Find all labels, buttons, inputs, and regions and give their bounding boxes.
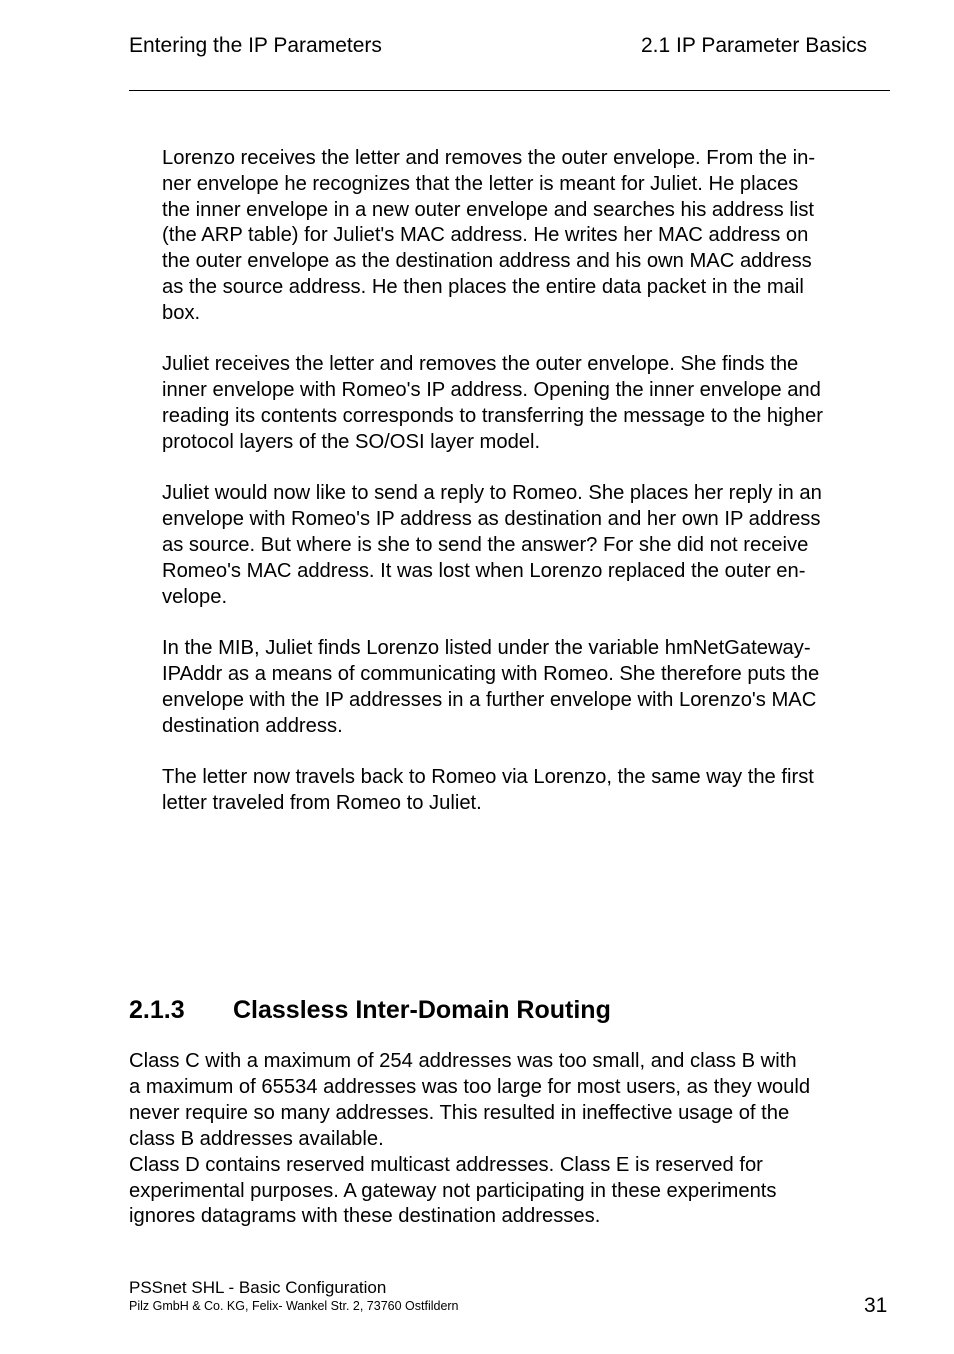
body-line: ignores datagrams with these destination addresses. bbox=[129, 1205, 601, 1228]
footer-publisher-address: Pilz GmbH & Co. KG, Felix- Wankel Str. 2, 73760 Ostfildern bbox=[129, 1299, 459, 1313]
analogy-line: box. bbox=[162, 301, 201, 324]
analogy-line: Lorenzo receives the letter and removes the outer envelope. From the in- bbox=[162, 147, 816, 169]
page-number: 31 bbox=[864, 1294, 888, 1317]
running-header-section: 2.1 IP Parameter Basics bbox=[641, 34, 868, 57]
analogy-line: velope. bbox=[162, 585, 228, 608]
analogy-line: protocol layers of the SO/OSI layer model. bbox=[162, 430, 541, 453]
analogy-line: the inner envelope in a new outer envelope and searches his address list bbox=[162, 198, 815, 221]
analogy-line: letter traveled from Romeo to Juliet. bbox=[162, 791, 482, 814]
body-line: experimental purposes. A gateway not participating in these experiments bbox=[129, 1179, 777, 1202]
analogy-line: reading its contents corresponds to transferring the message to the higher bbox=[162, 404, 823, 427]
running-header-chapter: Entering the IP Parameters bbox=[129, 34, 382, 57]
analogy-line: IPAddr as a means of communicating with Romeo. She therefore puts the bbox=[162, 662, 820, 685]
analogy-text-block bbox=[162, 146, 890, 817]
analogy-line: as source. But where is she to send the answer? For she did not receive bbox=[162, 533, 809, 556]
analogy-line: inner envelope with Romeo's IP address. Opening the inner envelope and bbox=[162, 379, 821, 402]
header-divider bbox=[129, 90, 890, 91]
analogy-line: the outer envelope as the destination address and his own MAC address bbox=[162, 250, 812, 273]
analogy-line: Juliet would now like to send a reply to Romeo. She places her reply in an bbox=[162, 482, 822, 505]
analogy-line: destination address. bbox=[162, 714, 343, 737]
analogy-line: as the source address. He then places the entire data packet in the mail bbox=[162, 275, 804, 298]
analogy-line: ner envelope he recognizes that the letter is meant for Juliet. He places bbox=[162, 172, 799, 195]
footer-document-title: PSSnet SHL - Basic Configuration bbox=[129, 1278, 387, 1297]
body-line: Class C with a maximum of 254 addresses was too small, and class B with bbox=[129, 1050, 797, 1072]
body-line: a maximum of 65534 addresses was too large for most users, as they would bbox=[129, 1075, 811, 1098]
body-line: never require so many addresses. This resulted in ineffective usage of the bbox=[129, 1101, 790, 1124]
analogy-line: Romeo's MAC address. It was lost when Lorenzo replaced the outer en- bbox=[162, 559, 806, 582]
body-line: class B addresses available. bbox=[129, 1127, 384, 1150]
analogy-line: In the MIB, Juliet finds Lorenzo listed under the variable hmNetGateway- bbox=[162, 637, 811, 660]
analogy-line: envelope with the IP addresses in a further envelope with Lorenzo's MAC bbox=[162, 688, 817, 711]
analogy-line: Juliet receives the letter and removes the outer envelope. She finds the bbox=[162, 353, 799, 376]
analogy-line: (the ARP table) for Juliet's MAC address. He writes her MAC address on bbox=[162, 224, 809, 247]
section-body-text bbox=[129, 1049, 890, 1230]
analogy-line: envelope with Romeo's IP address as destination and her own IP address bbox=[162, 508, 821, 531]
section-heading: Classless Inter-Domain Routing bbox=[233, 996, 611, 1024]
section-number: 2.1.3 bbox=[129, 996, 185, 1024]
analogy-line: The letter now travels back to Romeo via Lorenzo, the same way the first bbox=[162, 766, 814, 789]
body-line: Class D contains reserved multicast addresses. Class E is reserved for bbox=[129, 1153, 763, 1176]
